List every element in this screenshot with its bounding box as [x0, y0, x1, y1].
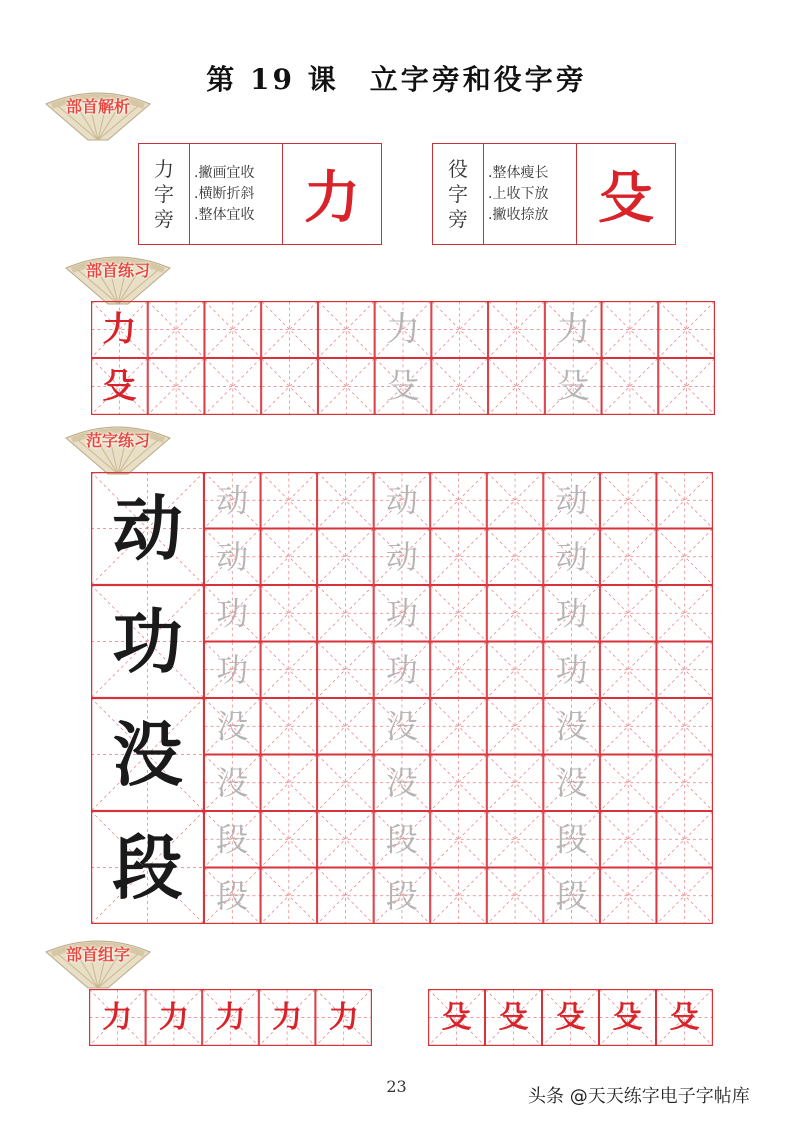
example-char-trace: 没: [555, 763, 588, 802]
example-char: 动: [112, 487, 183, 570]
radical-glyph: 殳: [598, 165, 654, 231]
example-char-trace: 功: [216, 650, 249, 689]
radical-word-char: 殳: [612, 1000, 643, 1035]
radical-words-grid-li: [89, 989, 372, 1046]
example-char-trace: 没: [555, 707, 588, 746]
radical-practice-grid: [91, 301, 715, 415]
example-char-trace: 段: [385, 876, 418, 915]
analysis-box-shu: [432, 143, 676, 245]
radical-word-char: 殳: [669, 1000, 700, 1035]
grid-canvas: [91, 301, 715, 415]
example-char-trace: 段: [555, 876, 588, 915]
example-char-trace: 动: [216, 481, 249, 520]
practice-char-red: 力: [102, 309, 137, 350]
radical-word-char: 殳: [498, 1000, 529, 1035]
example-char: 段: [112, 826, 183, 909]
radical-glyph: 力: [304, 165, 360, 231]
example-char-trace: 功: [555, 650, 588, 689]
example-char-trace: 动: [555, 537, 588, 576]
example-char-trace: 没: [385, 707, 418, 746]
practice-char-trace: 殳: [386, 366, 420, 407]
example-char-trace: 动: [555, 481, 588, 520]
example-char-trace: 没: [216, 707, 249, 746]
example-practice-grid: [91, 472, 713, 924]
radical-name: 役 字 旁: [433, 144, 484, 244]
section-label-example-practice: 范字练习: [58, 426, 178, 476]
example-char-trace: 功: [385, 650, 418, 689]
example-char-trace: 没: [216, 763, 249, 802]
radical-word-char: 力: [272, 1000, 303, 1035]
radical-tips: .撇画宜收 .横断折斜 .整体宜收: [190, 144, 283, 244]
practice-char-red: 殳: [102, 366, 137, 407]
grid-canvas: [89, 989, 372, 1046]
radical-name: 力 字 旁: [139, 144, 190, 244]
radical-word-char: 殳: [555, 1000, 586, 1035]
section-label-radical-words: 部首组字: [38, 940, 158, 990]
practice-char-trace: 力: [556, 309, 591, 350]
example-char-trace: 功: [216, 594, 249, 633]
grid-canvas: [428, 989, 713, 1046]
page-title: 第 19 课 立字旁和役字旁: [206, 63, 587, 96]
grid-canvas: [91, 472, 713, 924]
radical-word-char: 力: [158, 1000, 189, 1035]
example-char-trace: 段: [216, 820, 249, 859]
example-char-trace: 动: [216, 537, 249, 576]
radical-tips: .整体瘦长 .上收下放 .撇收捺放: [484, 144, 577, 244]
example-char-trace: 功: [555, 594, 588, 633]
example-char: 没: [112, 713, 183, 796]
section-label-radical-practice: 部首练习: [58, 256, 178, 306]
example-char-trace: 段: [216, 876, 249, 915]
example-char-trace: 没: [385, 763, 418, 802]
radical-word-char: 力: [215, 1000, 246, 1035]
example-char-trace: 段: [385, 820, 418, 859]
practice-char-trace: 殳: [556, 366, 591, 407]
section-label-analysis: 部首解析: [38, 92, 158, 142]
example-char-trace: 功: [385, 594, 418, 633]
practice-char-trace: 力: [386, 309, 420, 350]
radical-word-char: 殳: [441, 1000, 472, 1035]
analysis-box-li: [138, 143, 382, 245]
watermark: 头条 @天天练字电子字帖库: [528, 1086, 750, 1107]
radical-word-char: 力: [328, 1000, 359, 1035]
radical-word-char: 力: [102, 1000, 133, 1035]
example-char-trace: 动: [385, 537, 418, 576]
example-char-trace: 动: [385, 481, 418, 520]
example-char: 功: [112, 600, 183, 683]
page-number: 23: [386, 1077, 407, 1096]
radical-words-grid-shu: [428, 989, 713, 1046]
example-char-trace: 段: [555, 820, 588, 859]
